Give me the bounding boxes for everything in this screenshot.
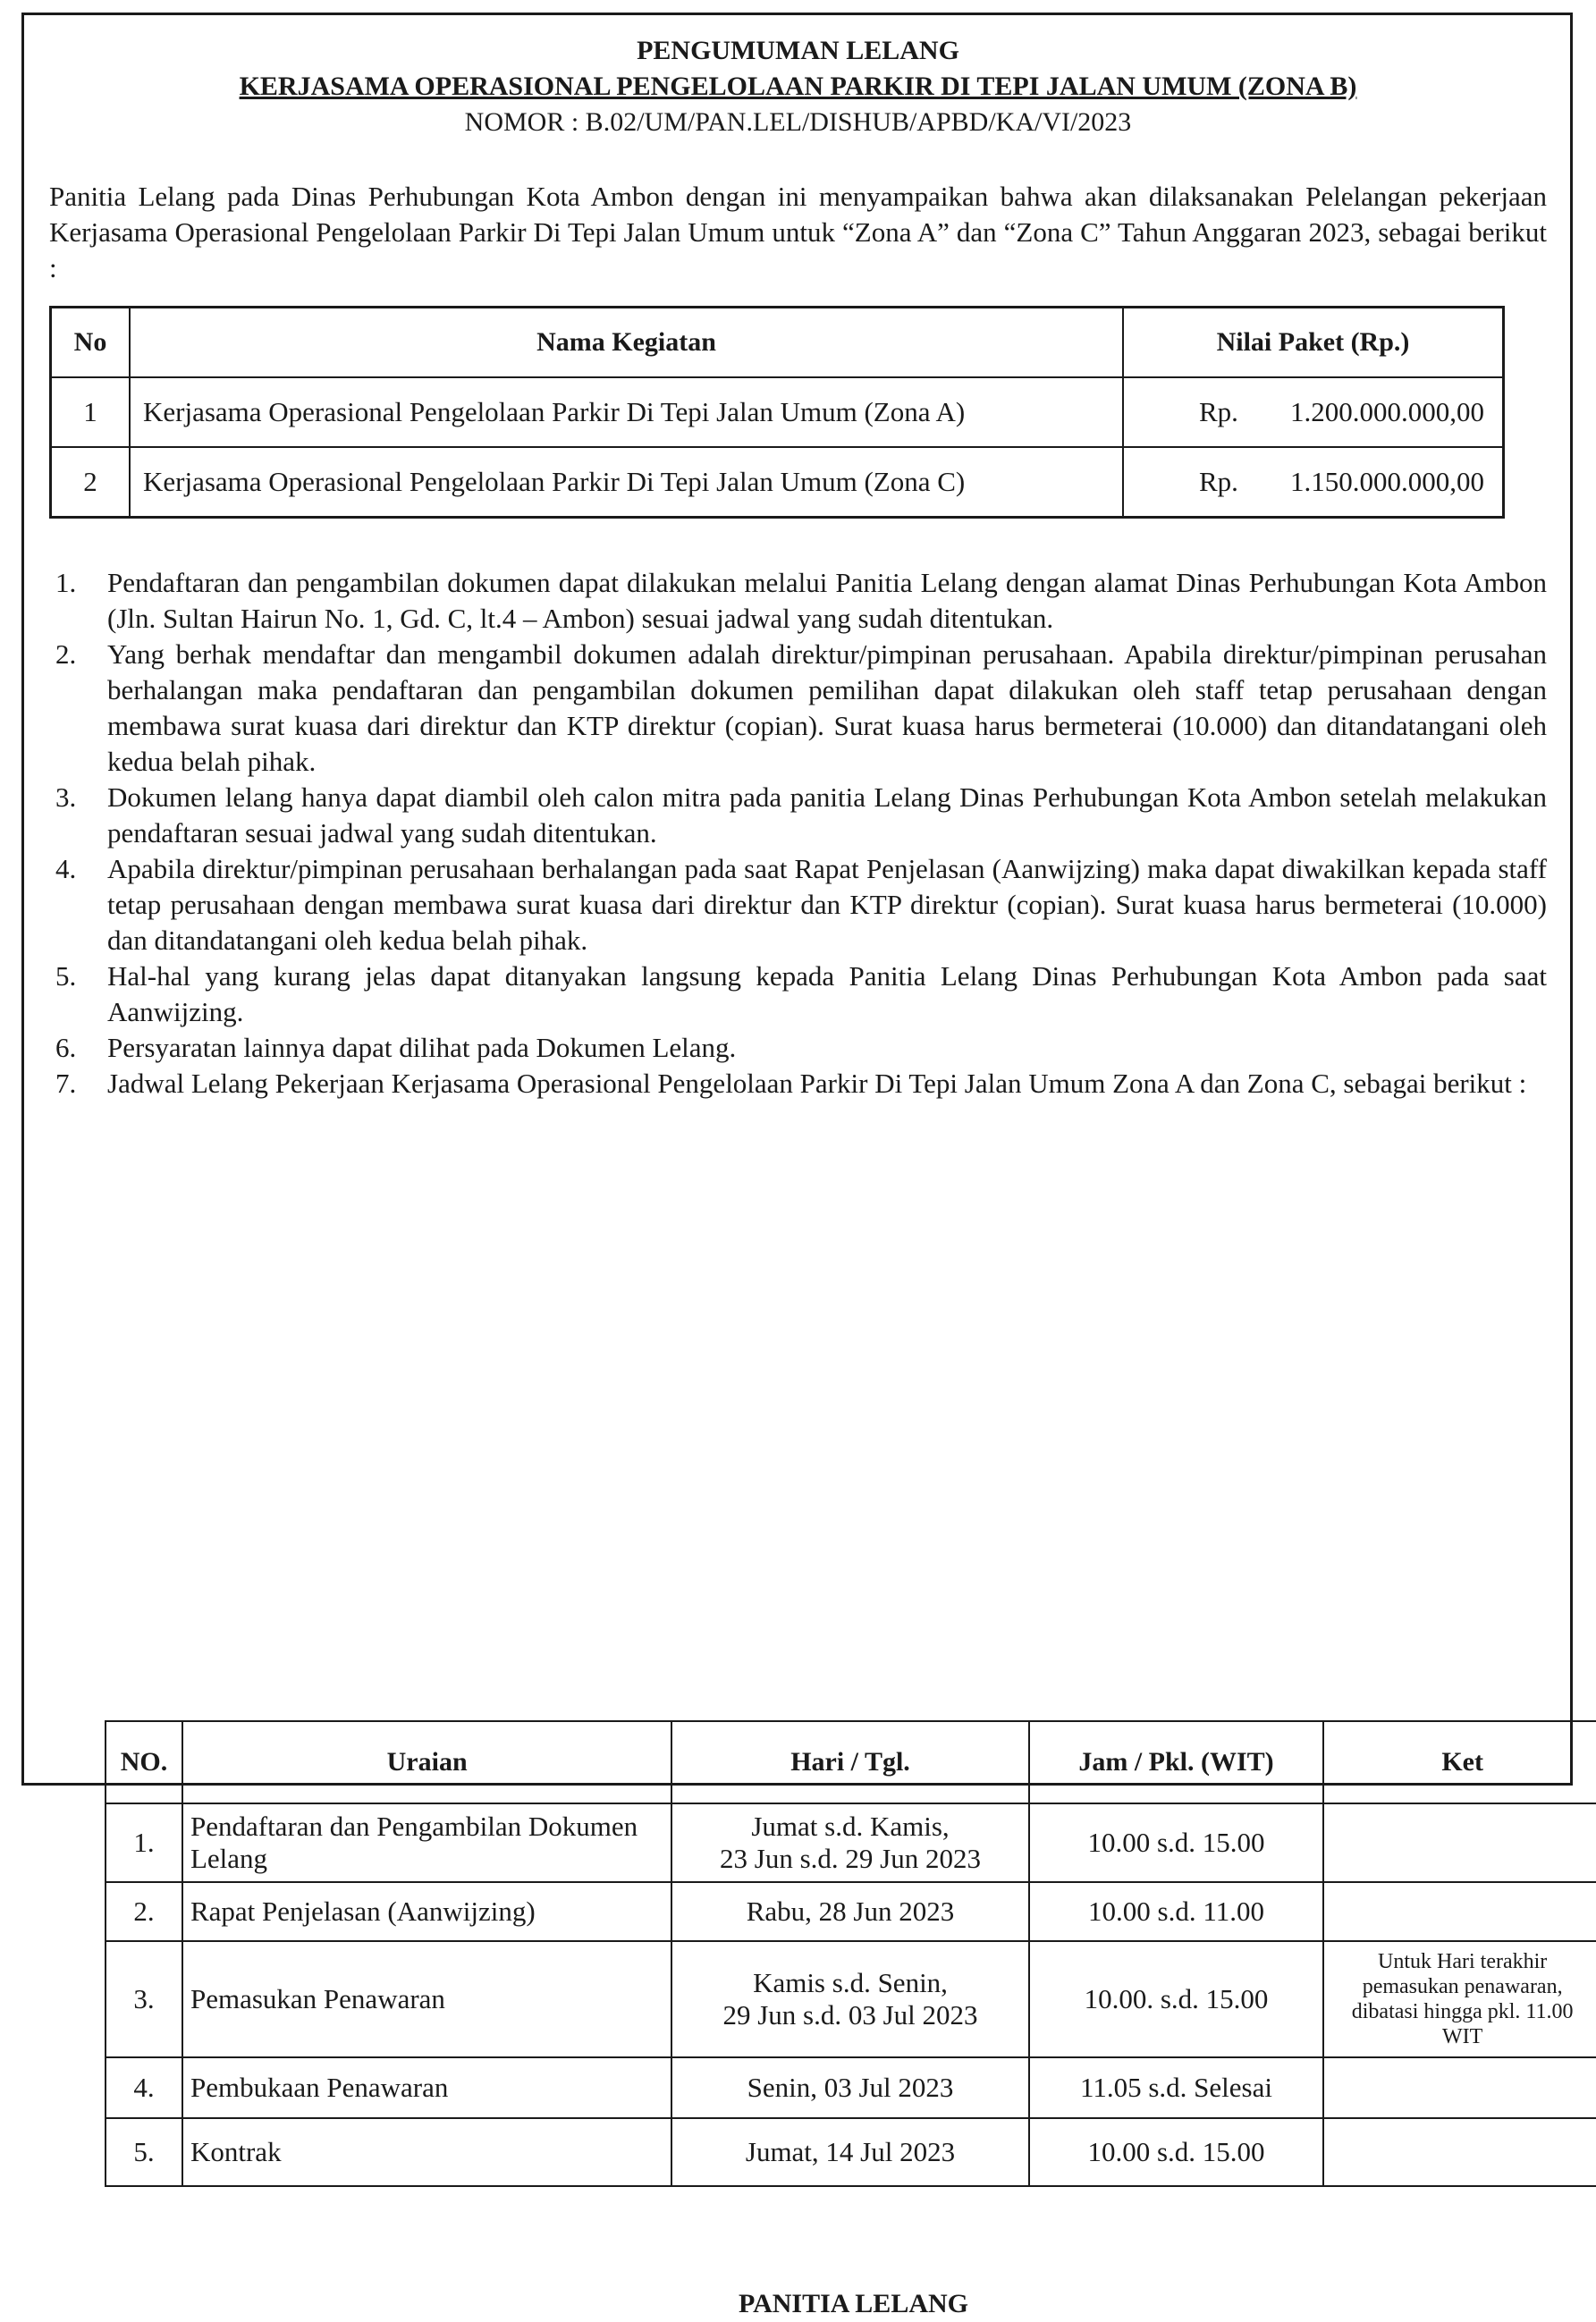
- package-value-cell: [1123, 377, 1504, 447]
- package-currency: Rp.: [1199, 466, 1238, 497]
- schedule-no: 1.: [106, 1803, 182, 1882]
- schedule-jam: 11.05 s.d. Selesai: [1029, 2057, 1324, 2118]
- table-row: [51, 447, 1504, 518]
- schedule-hari-line1: Jumat s.d. Kamis,: [751, 1811, 950, 1842]
- list-number: 1.: [55, 567, 77, 598]
- schedule-no: 2.: [106, 1882, 182, 1941]
- schedule-uraian: Kontrak: [182, 2118, 671, 2186]
- list-item: [55, 958, 1547, 1030]
- header-jam: Jam / Pkl. (WIT): [1029, 1721, 1324, 1803]
- package-table: [49, 306, 1505, 519]
- schedule-ket: [1323, 1803, 1596, 1882]
- table-row: [106, 1941, 1596, 2057]
- list-text: Persyaratan lainnya dapat dilihat pada Dokumen Lelang.: [107, 1032, 737, 1063]
- footer-signature: PANITIA LELANG: [739, 2289, 968, 2318]
- schedule-ket: [1323, 2057, 1596, 2118]
- schedule-jam: 10.00. s.d. 15.00: [1029, 1941, 1324, 2057]
- package-table-header: [51, 308, 1504, 378]
- schedule-hari: [671, 1941, 1028, 2057]
- header-no: NO.: [106, 1721, 182, 1803]
- table-row: [106, 1882, 1596, 1941]
- schedule-jam: 10.00 s.d. 15.00: [1029, 1803, 1324, 1882]
- header-uraian: Uraian: [182, 1721, 671, 1803]
- schedule-uraian: Pembukaan Penawaran: [182, 2057, 671, 2118]
- schedule-jam: 10.00 s.d. 11.00: [1029, 1882, 1324, 1941]
- package-name: Kerjasama Operasional Pengelolaan Parkir Di Tepi Jalan Umum (Zona A): [130, 377, 1123, 447]
- schedule-jam: 10.00 s.d. 15.00: [1029, 2118, 1324, 2186]
- list-number: 2.: [55, 638, 77, 670]
- schedule-hari: Jumat, 14 Jul 2023: [671, 2118, 1028, 2186]
- schedule-uraian: Pendaftaran dan Pengambilan Dokumen Lelang: [182, 1803, 671, 1882]
- list-item: [55, 851, 1547, 958]
- list-item: [55, 565, 1547, 637]
- list-text: Pendaftaran dan pengambilan dokumen dapat dilakukan melalui Panitia Lelang dengan alamat Dinas Perhubungan Kota Ambon (Jln. Sultan Hairun No. 1, Gd. C, lt.4 – Ambon) sesuai jadwal yang sudah ditentukan.: [107, 567, 1547, 634]
- schedule-hari: Rabu, 28 Jun 2023: [671, 1882, 1028, 1941]
- requirements-list: [55, 565, 1574, 2318]
- header-no: No: [51, 308, 131, 378]
- list-number: 5.: [55, 960, 77, 992]
- list-text: Apabila direktur/pimpinan perusahaan berhalangan pada saat Rapat Penjelasan (Aanwijzing) maka dapat diwakilkan kepada staff tetap perusahaan dengan membawa surat kuasa dari direktur dan KTP direktur (copian). Surat kuasa harus bermeterai (10.000) dan ditandatangani oleh kedua belah pihak.: [107, 853, 1547, 956]
- package-no: 2: [51, 447, 131, 518]
- list-text: Yang berhak mendaftar dan mengambil dokumen adalah direktur/pimpinan perusahaan. Apabila direktur/pimpinan perusahan berhalangan maka pendaftaran dan pengambilan dokumen pemilihan dapat dilakukan oleh staff tetap perusahaan dengan membawa surat kuasa dari direktur dan KTP direktur (copian). Surat kuasa harus bermeterai (10.000) dan ditandatangani oleh kedua belah pihak.: [107, 638, 1547, 777]
- table-row: [51, 377, 1504, 447]
- package-value: 1.200.000.000,00: [1290, 396, 1484, 427]
- announcement-number: NOMOR : B.02/UM/PAN.LEL/DISHUB/APBD/KA/VI/2023: [464, 107, 1132, 137]
- list-number: 3.: [55, 781, 77, 813]
- package-value-cell: [1123, 447, 1504, 518]
- schedule-table-header: [106, 1721, 1596, 1803]
- announcement-subtitle: KERJASAMA OPERASIONAL PENGELOLAAN PARKIR DI TEPI JALAN UMUM (ZONA B): [239, 72, 1357, 101]
- schedule-uraian: Rapat Penjelasan (Aanwijzing): [182, 1882, 671, 1941]
- schedule-hari-line2: 23 Jun s.d. 29 Jun 2023: [720, 1843, 981, 1874]
- list-item: [55, 1066, 1547, 1102]
- schedule-uraian: Pemasukan Penawaran: [182, 1941, 671, 2057]
- schedule-no: 4.: [106, 2057, 182, 2118]
- header-hari-tgl: Hari / Tgl.: [671, 1721, 1028, 1803]
- list-item: [55, 1030, 1547, 1066]
- schedule-table: [105, 1720, 1596, 2187]
- list-number: 7.: [55, 1068, 77, 1099]
- package-no: 1: [51, 377, 131, 447]
- table-row: [106, 2057, 1596, 2118]
- schedule-ket: [1323, 2118, 1596, 2186]
- schedule-no: 3.: [106, 1941, 182, 2057]
- list-item: [55, 780, 1547, 851]
- schedule-ket: Untuk Hari terakhir pemasukan penawaran, dibatasi hingga pkl. 11.00 WIT: [1323, 1941, 1596, 2057]
- header-nama-kegiatan: Nama Kegiatan: [130, 308, 1123, 378]
- header-nilai-paket: Nilai Paket (Rp.): [1123, 308, 1504, 378]
- package-value: 1.150.000.000,00: [1290, 466, 1484, 497]
- table-row: [106, 1803, 1596, 1882]
- schedule-hari-line2: 29 Jun s.d. 03 Jul 2023: [722, 1999, 978, 2031]
- list-text: Dokumen lelang hanya dapat diambil oleh calon mitra pada panitia Lelang Dinas Perhubungan Kota Ambon setelah melakukan pendaftaran sesuai jadwal yang sudah ditentukan.: [107, 781, 1547, 849]
- header-ket: Ket: [1323, 1721, 1596, 1803]
- list-number: 6.: [55, 1032, 77, 1063]
- schedule-hari: Senin, 03 Jul 2023: [671, 2057, 1028, 2118]
- schedule-hari: [671, 1803, 1028, 1882]
- list-item: [55, 637, 1547, 780]
- intro-paragraph: Panitia Lelang pada Dinas Perhubungan Kota Ambon dengan ini menyampaikan bahwa akan dilaksanakan Pelelangan pekerjaan Kerjasama Operasional Pengelolaan Parkir Di Tepi Jalan Umum untuk “Zona A” dan “Zona C” Tahun Anggaran 2023, sebagai berikut :: [49, 181, 1547, 283]
- list-text: Jadwal Lelang Pekerjaan Kerjasama Operasional Pengelolaan Parkir Di Tepi Jalan Umum Zona A dan Zona C, sebagai berikut :: [107, 1068, 1527, 1099]
- schedule-hari-line1: Kamis s.d. Senin,: [753, 1967, 948, 1998]
- package-name: Kerjasama Operasional Pengelolaan Parkir Di Tepi Jalan Umum (Zona C): [130, 447, 1123, 518]
- table-row: [106, 2118, 1596, 2186]
- list-number: 4.: [55, 853, 77, 884]
- announcement-title: PENGUMUMAN LELANG: [637, 36, 959, 65]
- schedule-no: 5.: [106, 2118, 182, 2186]
- package-currency: Rp.: [1199, 396, 1238, 427]
- schedule-ket: [1323, 1882, 1596, 1941]
- list-text: Hal-hal yang kurang jelas dapat ditanyakan langsung kepada Panitia Lelang Dinas Perhubungan Kota Ambon pada saat Aanwijzing.: [107, 960, 1547, 1027]
